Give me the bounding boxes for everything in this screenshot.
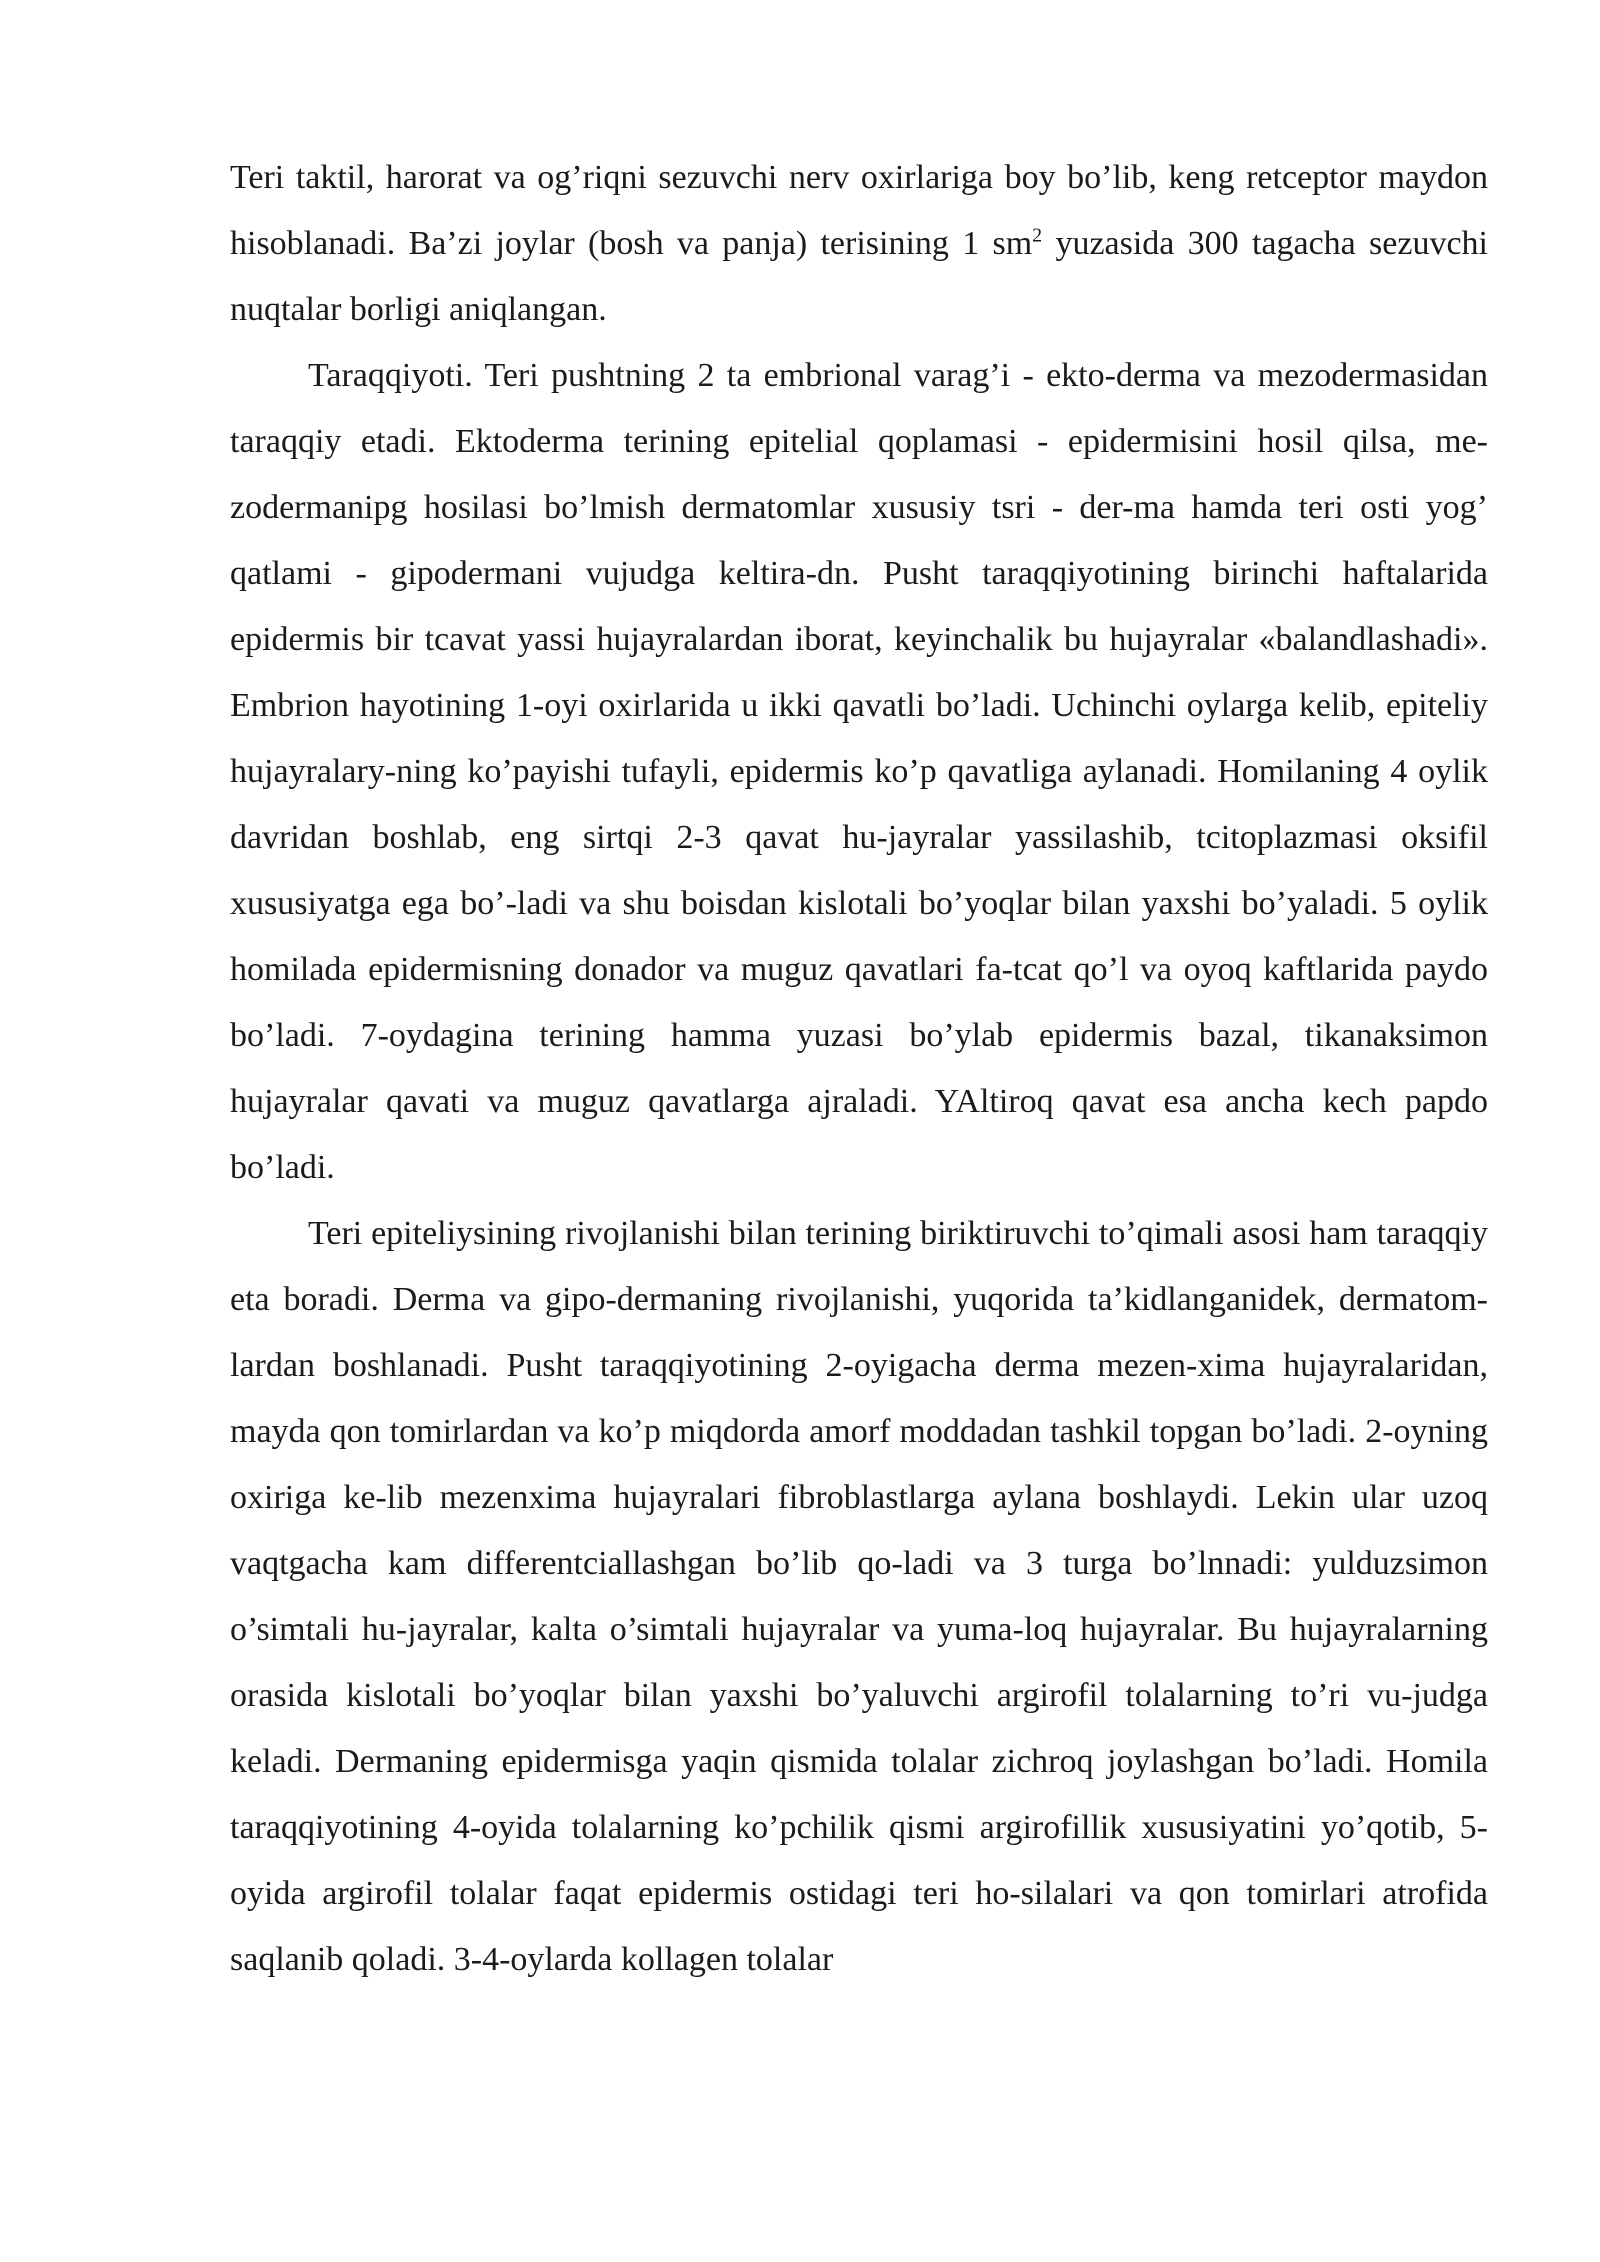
superscript-exponent: 2 xyxy=(1032,224,1043,247)
paragraph-text: Teri taktil, harorat va og’riqni sezuvchi nerv oxirlariga boy bo’lib, keng retceptor maydon hisoblanadi. Ba’zi joylar (bosh va panja) terisining 1 sm xyxy=(230,159,1488,262)
paragraph-receptor-field xyxy=(230,145,1488,343)
paragraph-text: yuzasida 300 tagacha sezuvchi nuqtalar borligi aniqlangan. xyxy=(230,225,1488,328)
paragraph-development: Taraqqiyoti. Teri pushtning 2 ta embrional varag’i - ekto-derma va mezodermasidan taraqqiy etadi. Ektoderma terining epitelial qoplamasi - epidermisini hosil qilsa, me-zodermanipg hosilasi bo’lmish dermatomlar xususiy tsri - der-ma hamda teri osti yog’ qatlami - gipodermani vujudga keltira-dn. Pusht taraqqiyotining birinchi haftalarida epidermis bir tcavat yassi hujayralardan iborat, keyinchalik bu hujayralar «balandlashadi». Embrion hayotining 1-oyi oxirlarida u ikki qavatli bo’ladi. Uchinchi oylarga kelib, epiteliy hujayralary-ning ko’payishi tufayli, epidermis ko’p qavatliga aylanadi. Homilaning 4 oylik davridan boshlab, eng sirtqi 2-3 qavat hu-jayralar yassilashib, tcitoplazmasi oksifil xususiyatga ega bo’-ladi va shu boisdan kislotali bo’yoqlar bilan yaxshi bo’yaladi. 5 oylik homilada epidermisning donador va muguz qavatlari fa-tcat qo’l va oyoq kaftlarida paydo bo’ladi. 7-oydagina terining hamma yuzasi bo’ylab epidermis bazal, tikanaksimon hujayralar qavati va muguz qavatlarga ajraladi. YAltiroq qavat esa ancha kech papdo bo’ladi. xyxy=(230,357,1488,1186)
document-page xyxy=(230,145,1488,1993)
paragraph-connective-tissue: Teri epiteliysining rivojlanishi bilan terining biriktiruvchi to’qimali asosi ham taraqqiy eta boradi. Derma va gipo-dermaning rivojlanishi, yuqorida ta’kidlanganidek, dermatom-lardan boshlanadi. Pusht taraqqiyotining 2-oyigacha derma mezen-xima hujayralaridan, mayda qon tomirlardan va ko’p miqdorda amorf moddadan tashkil topgan bo’ladi. 2-oyning oxiriga ke-lib mezenxima hujayralari fibroblastlarga aylana boshlaydi. Lekin ular uzoq vaqtgacha kam differentciallashgan bo’lib qo-ladi va 3 turga bo’lnnadi: yulduzsimon o’simtali hu-jayralar, kalta o’simtali hujayralar va yuma-loq hujayralar. Bu hujayralarning orasida kislotali bo’yoqlar bilan yaxshi bo’yaluvchi argirofil tolalarning to’ri vu-judga keladi. Dermaning epidermisga yaqin qismida tolalar zichroq joylashgan bo’ladi. Homila taraqqiyotining 4-oyida tolalarning ko’pchilik qismi argirofillik xususiyatini yo’qotib, 5-oyida argirofil tolalar faqat epidermis ostidagi teri ho-silalari va qon tomirlari atrofida saqlanib qoladi. 3-4-oylarda kollagen tolalar xyxy=(230,1215,1488,1978)
